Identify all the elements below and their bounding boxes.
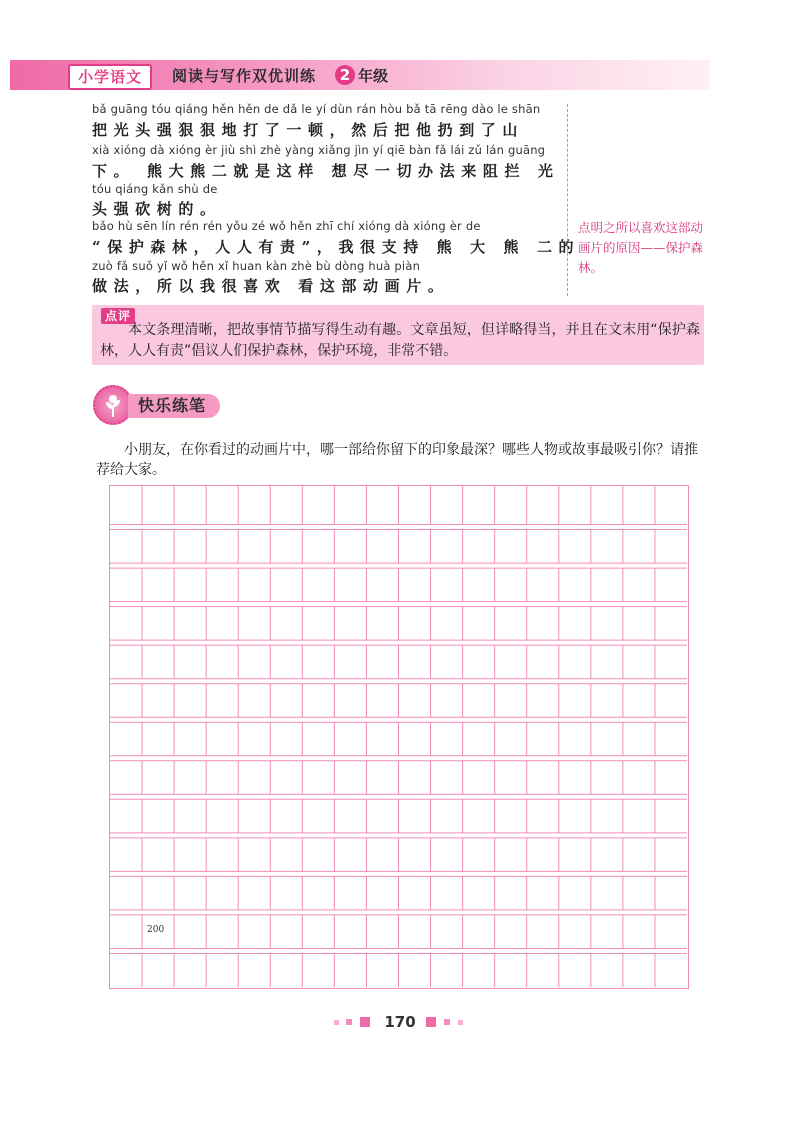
margin-divider [567, 104, 568, 296]
subject-label: 小学语文 [68, 64, 152, 90]
grid-count-label: 200 [147, 925, 165, 935]
grid-row [110, 607, 687, 641]
grid-row [110, 799, 687, 833]
comment-text: 本文条理清晰，把故事情节描写得生动有趣。文章虽短，但详略得当，并且在文末用“保护森林，人人有责”倡议人们保护森林，保护环境，非常不错。 [100, 322, 700, 359]
footer-square [426, 1017, 436, 1027]
grid-row [110, 684, 687, 718]
pinyin-line-4: bǎo hù sēn lín rén rén yǒu zé wǒ hěn zhī chí xióng dà xióng èr de [92, 219, 481, 233]
grid-row [110, 838, 687, 872]
section-title: 快乐练笔 [128, 394, 220, 418]
grid-row [110, 876, 687, 910]
pinyin-line-5: zuò fǎ suǒ yǐ wǒ hěn xǐ huan kàn zhè bù dòng huà piàn [92, 259, 421, 273]
writing-grid-lines [110, 486, 687, 987]
hanzi-line-1: 把光头强狠狠地打了一顿，然后把他扔到了山 [92, 121, 525, 139]
grid-row [110, 486, 687, 525]
writing-grid[interactable] [109, 485, 689, 989]
footer-dot [458, 1020, 463, 1025]
grid-row [110, 568, 687, 602]
grid-row [110, 645, 687, 679]
hanzi-line-2: 下。 熊大熊二就是这样 想尽一切办法来阻拦 光 [92, 162, 560, 180]
pinyin-line-1: bǎ guāng tóu qiáng hěn hěn de dǎ le yí dùn rán hòu bǎ tā rēng dào le shān [92, 102, 541, 116]
flower-icon [93, 385, 133, 425]
grid-row [110, 530, 687, 564]
footer-dot [346, 1019, 352, 1025]
comment-tag: 点评 [101, 308, 135, 324]
hanzi-line-5: 做法，所以我很喜欢 看这部动画片。 [92, 277, 450, 295]
page-number-footer [330, 1012, 470, 1032]
hanzi-line-3: 头强砍树的。 [92, 200, 222, 218]
hanzi-line-4: “保护森林，人人有责”，我很支持 熊 大 熊 二的 [92, 238, 581, 256]
book-title: 阅读与写作双优训练 [172, 67, 317, 85]
grid-row [110, 915, 687, 949]
writing-prompt: 小朋友，在你看过的动画片中，哪一部给你留下的印象最深？哪些人物或故事最吸引你？请推荐给大家。 [96, 442, 698, 478]
grade-number-badge: 2 [335, 65, 355, 85]
footer-dot [334, 1020, 339, 1025]
grid-row [110, 953, 687, 987]
grade-label: 年级 [358, 67, 389, 85]
grid-row [110, 761, 687, 795]
grid-row [110, 722, 687, 756]
margin-note: 点明之所以喜欢这部动画片的原因——保护森林。 [578, 220, 704, 275]
pinyin-line-2: xià xióng dà xióng èr jiù shì zhè yàng xiǎng jìn yí qiē bàn fǎ lái zǔ lán guāng [92, 143, 546, 157]
page-number: 170 [384, 1013, 416, 1031]
flower-icon-shape [102, 393, 124, 419]
footer-square [360, 1017, 370, 1027]
footer-dot [444, 1019, 450, 1025]
pinyin-line-3: tóu qiáng kǎn shù de [92, 182, 218, 196]
